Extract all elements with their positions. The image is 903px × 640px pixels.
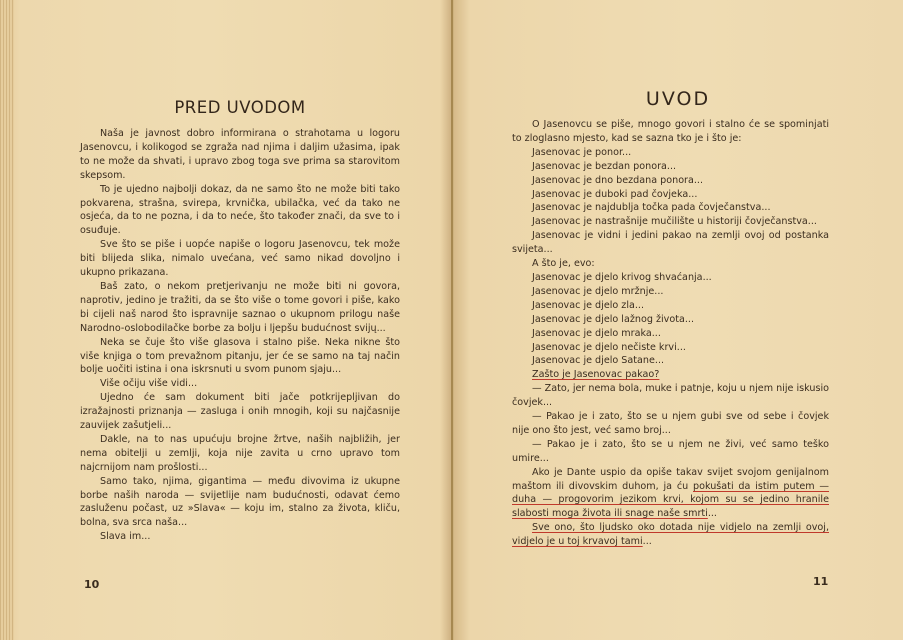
list-line: Jasenovac je ponor...	[532, 146, 632, 158]
list-line: Jasenovac je nastrašnije mučilište u historiji čovječanstva...	[532, 216, 817, 228]
page-number: 11	[813, 575, 829, 588]
list-line: Jasenovac je dno bezdana ponora...	[532, 174, 704, 186]
list-line: Jasenovac je vidni i jedini pakao na zemlji ovoj od postanka svijeta...	[512, 230, 829, 256]
paragraph: To je ujedno najbolji dokaz, da ne samo što ne može biti tako pokvarena, strašna, svirepa, krvnička, ubilačka, već da tako ne osjeća, da to ne pozna, i da to neće, što također znači, da sve to i osuđuje.	[80, 183, 400, 237]
right-page-body	[512, 118, 829, 549]
paragraph: Samo tako, njima, gigantima — među divovima iz ukupne borbe naših naroda — svijetlije nam budućnosti, odavat ćemo zasluženu počast, uz »Slava« — koju im, stalno za života, kliču, bolna, sva srca naša...	[80, 475, 400, 529]
dante-paragraph	[512, 466, 829, 522]
list-line: Jasenovac je djelo mržnje...	[532, 285, 664, 297]
final-paragraph	[512, 521, 829, 549]
transition-line: A što je, evo:	[532, 258, 595, 270]
answer-paragraph: — Zato, jer nema bola, muke i patnje, koju u njem nije iskusio čovjek...	[512, 383, 829, 409]
paragraph: Neka se čuje što više glasova i stalno piše. Neka nikne što više knjiga o tom prevažnom pitanju, jer će se samo na taj način bolje uočiti istina i ona iskrsnuti u svom punom sjaju...	[80, 336, 400, 376]
underlined-question: Zašto je Jasenovac pakao?	[532, 369, 660, 381]
answer-paragraph: — Pakao je i zato, što se u njem gubi sve od sebe i čovjek nije ono što jest, već samo broj...	[512, 411, 829, 436]
list-line: Jasenovac je djelo lažnog života...	[532, 313, 695, 325]
list-line: Jasenovac je bezdan ponora...	[532, 160, 677, 172]
paragraph: Više očiju više vidi...	[100, 378, 198, 390]
page-title: PRED UVODOM	[174, 98, 306, 117]
dante-text: Ako je Dante uspio da opiše takav svijet svojom genijalnom maštom ili divovskim duhom, ja ću	[512, 466, 829, 492]
left-page	[14, 0, 451, 640]
list-line: Jasenovac je najdublja točka pada čovječanstva...	[532, 202, 771, 214]
paragraph: Naša je javnost dobro informirana o strahotama u logoru Jasenovcu, i kolikogod se zgraža nad njima i daljim užasima, ipak to ne može da shvati, i upravo zbog toga sve prima sa starovitom skepsom.	[80, 128, 400, 181]
underlined-passage: pokušati da istim putem — duha — progovorim jezikom krvi, kojom su se jedino hranile slabosti moga života ili snage naše smrti	[512, 480, 830, 520]
question-line	[512, 368, 829, 382]
intro-paragraph: O Jasenovcu se piše, mnogo govori i stalno će se spominjati to zloglasno mjesto, kad se sazna tko je i što je:	[512, 119, 829, 144]
list-line: Jasenovac je djelo mraka...	[532, 327, 661, 339]
paragraph: Dakle, na to nas upućuju brojne žrtve, naših najbližih, jer nema obitelji u zemlji, koja nije zavita u crno upravo tom najcrnijom nam prošlosti...	[80, 433, 400, 473]
list-line: Jasenovac je djelo krivog shvaćanja...	[532, 271, 712, 283]
page-title: UVOD	[645, 88, 711, 110]
page-stack-edge	[0, 0, 14, 640]
list-line: Jasenovac je djelo Satane...	[532, 355, 665, 367]
list-line: Jasenovac je djelo zla...	[532, 299, 645, 311]
underlined-passage: Sve ono, što ljudsko oko dotada nije vidjelo na zemlji ovoj, vidjelo je u toj krvavoj tami	[512, 522, 829, 548]
left-page-body	[80, 127, 400, 544]
page-number: 10	[84, 578, 100, 591]
paragraph: Baš zato, o nekom pretjerivanju ne može biti ni govora, naprotiv, jedino je tražiti, da se što više o tome govori i piše, kako bi cijeli naš narod što ispravnije saznao o ukupnom prilogu naše Narodno-oslobodilačke borbe za bolju i ljepšu budućnost svijų...	[80, 280, 400, 334]
ellipsis: ...	[707, 508, 717, 520]
list-line: Jasenovac je djelo nečiste krvi...	[532, 341, 686, 353]
answer-paragraph: — Pakao je i zato, što se u njem ne živi, već samo teško umire...	[512, 438, 829, 464]
right-page	[453, 0, 903, 640]
paragraph: Ujedno će sam dokument biti jače potkrijepljivan do izražajnosti priznanja — zasluga i onih mnogih, koji su najčasnije zauvijek zašutjeli...	[80, 392, 400, 432]
paragraph: Slava im...	[100, 531, 151, 543]
paragraph: Sve što se piše i uopće napiše o logoru Jasenovcu, tek može biti blijeda slika, nimalo uvećana, već samo nikad dovoljno i ukupno prikazana.	[80, 239, 400, 279]
list-line: Jasenovac je duboki pad čovjeka...	[532, 188, 698, 200]
ellipsis: ...	[642, 536, 652, 548]
